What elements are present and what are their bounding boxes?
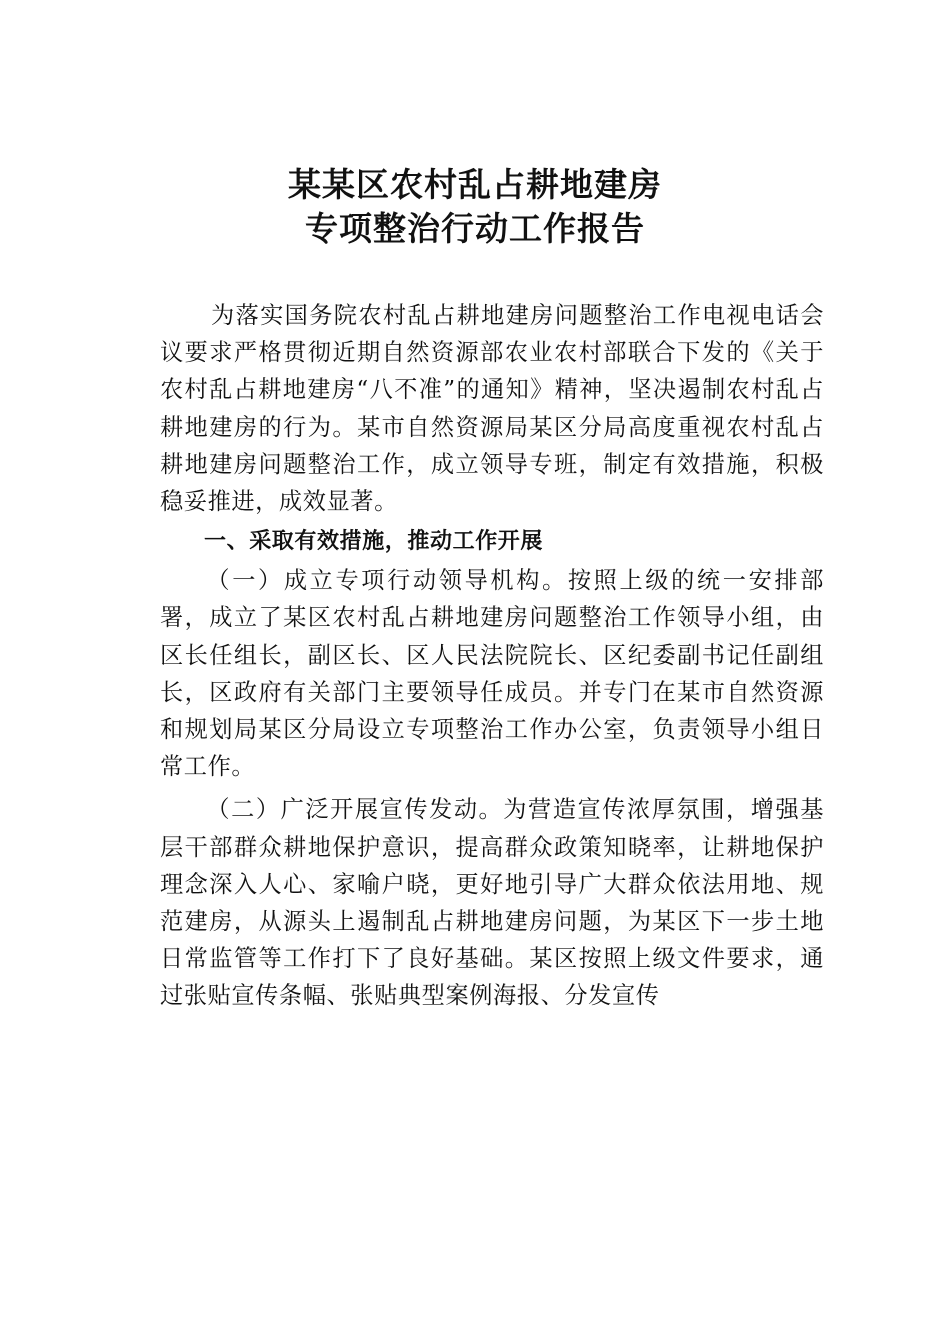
title-line-1: 某某区农村乱占耕地建房 — [288, 165, 662, 204]
section-1-heading: 一、采取有效措施，推动工作开展 — [204, 529, 544, 555]
document-body — [160, 297, 824, 1015]
document-title — [0, 163, 950, 251]
section-1-item-2-paragraph: （二）广泛开展宣传发动。为营造宣传浓厚氛围，增强基层干部群众耕地保护意识，提高群众政策知晓率，让耕地保护理念深入人心、家喻户晓，更好地引导广大群众依法用地、规范建房，从源头上遏制乱占耕地建房问题，为某区下一步土地日常监管等工作打下了良好基础。某区按照上级文件要求，通过张贴宣传条幅、张贴典型案例海报、分发宣传 — [160, 796, 824, 1010]
title-line-2: 专项整治行动工作报告 — [305, 209, 645, 248]
section-1-item-1-paragraph: （一）成立专项行动领导机构。按照上级的统一安排部署，成立了某区农村乱占耕地建房问题整治工作领导小组，由区长任组长，副区长、区人民法院院长、区纪委副书记任副组长，区政府有关部门主要领导任成员。并专门在某市自然资源和规划局某区分局设立专项整治工作办公室，负责领导小组日常工作。 — [160, 567, 824, 781]
intro-paragraph: 为落实国务院农村乱占耕地建房问题整治工作电视电话会议要求严格贯彻近期自然资源部农业农村部联合下发的《关于农村乱占耕地建房“八不准”的通知》精神，坚决遏制农村乱占耕地建房的行为。某市自然资源局某区分局高度重视农村乱占耕地建房问题整治工作，成立领导专班，制定有效措施，积极稳妥推进，成效显著。 — [160, 302, 824, 516]
